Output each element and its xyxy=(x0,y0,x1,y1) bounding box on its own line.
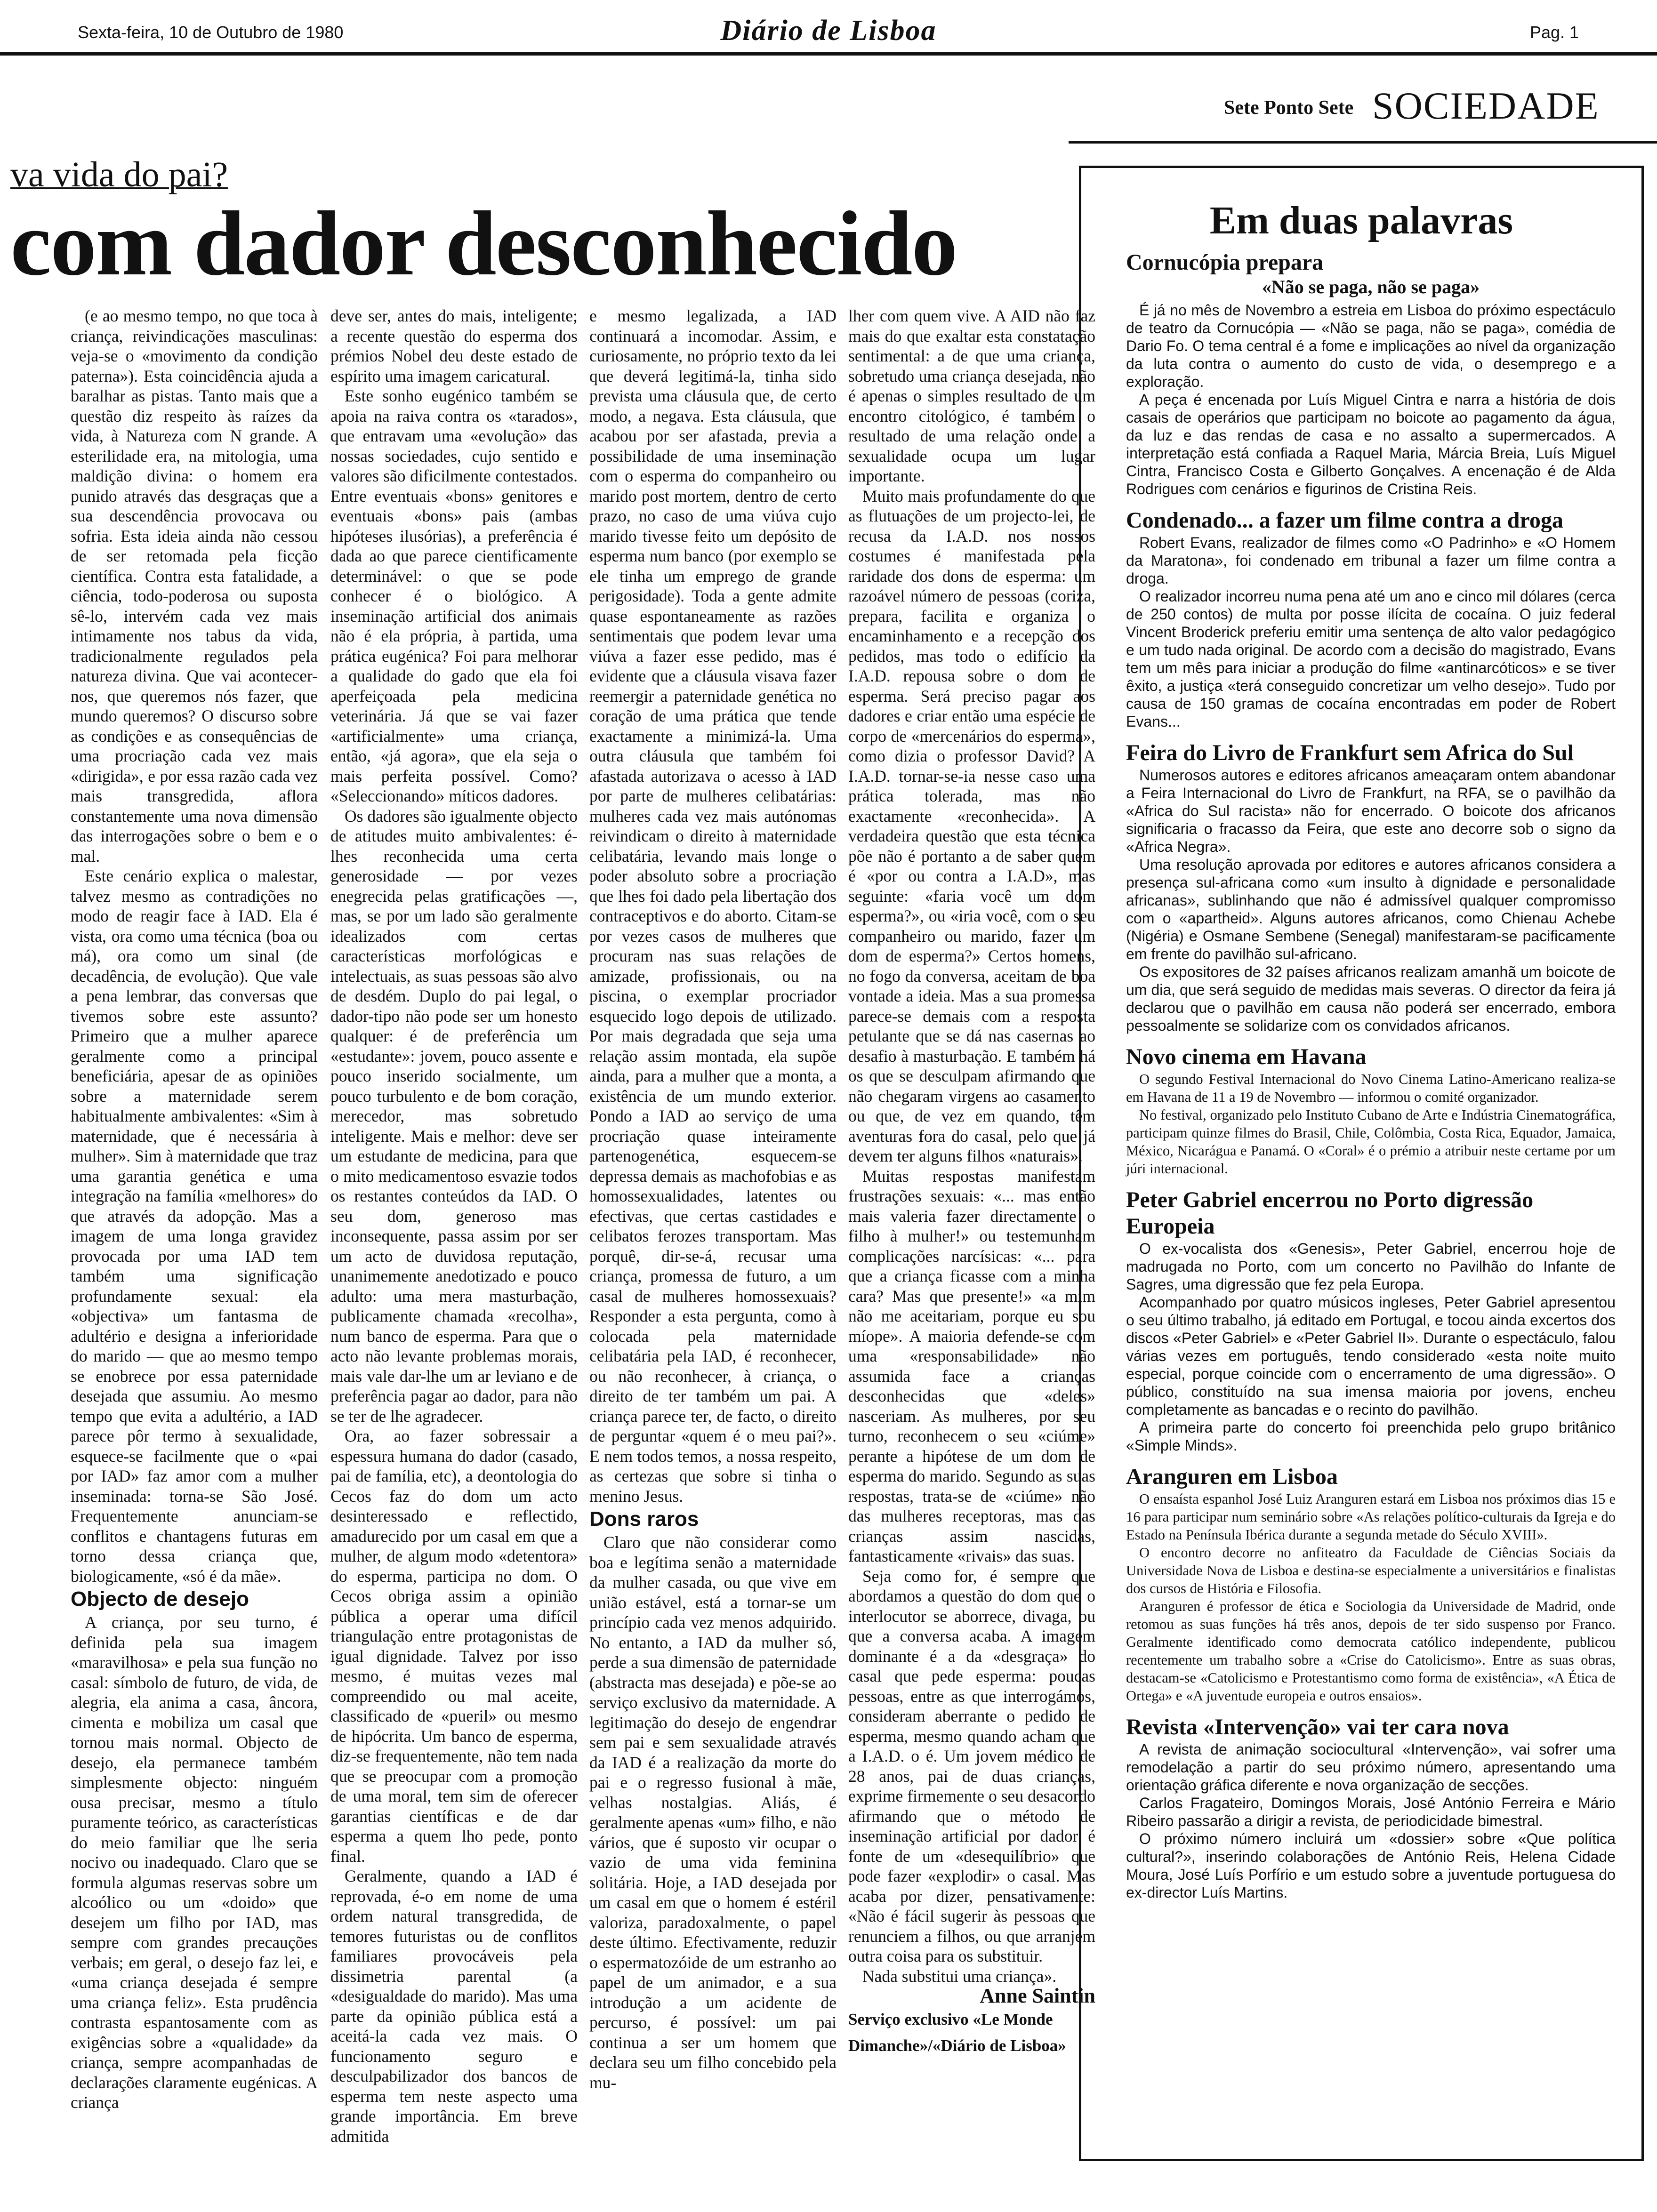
section-kicker: Sete Ponto Sete xyxy=(1224,97,1354,119)
brief-headline: Revista «Intervenção» vai ter cara nova xyxy=(1126,1715,1509,1739)
brief-paragraph: O ex-vocalista dos «Genesis», Peter Gabriel, encerrou hoje de madrugada no Porto, com um concerto no Pavilhão do Infante de Sagres, uma digressão que fez pela Europa. xyxy=(1126,1240,1616,1293)
brief-paragraph: Uma resolução aprovada por editores e autores africanos considera a presença sul-africana como «um insulto à dignidade e personalidade africanas», sublinhando que não é admissível qualquer compromisso com o «apartheid». Alguns autores africanos, como Chienau Achebe (Nigéria) e Osmane Sembene (Senegal) manifestaram-se pacificamente em frente do pavilhão sul-africano. xyxy=(1126,856,1616,962)
brief-paragraph: É já no mês de Novembro a estreia em Lisboa do próximo espectáculo de teatro da Cornucópia — «Não se paga, não se paga», comédia de Dario Fo. O tema central é a fome e implicações ao nível da organização da luta contra o aumento do custo de vida, o desemprego e a exploração. xyxy=(1126,302,1616,390)
news-brief xyxy=(1126,1464,1616,1705)
subheading: Dons raros xyxy=(589,1507,699,1531)
brief-paragraph: Acompanhado por quatro músicos ingleses, Peter Gabriel apresentou o seu último trabalho, já editado em Portugal, e tocou ainda excertos dos discos «Peter Gabriel» e «Peter Gabriel II». Durante o espectáculo, falou várias vezes em português, tendo considerado «esta noite muito especial, porque coincide com o encerramento de uma digressão». O público, constituído na sua imensa maioria por jovens, encheu completamente as bancadas e o recinto do pavilhão. xyxy=(1126,1294,1616,1418)
paragraph: deve ser, antes do mais, inteligente; a recente questão do esperma dos prémios Nobel deu deste estado de espírito uma imagem caricatural. xyxy=(330,306,578,385)
news-brief xyxy=(1126,507,1616,730)
brief-subheadline: «Não se paga, não se paga» xyxy=(1262,276,1480,297)
paragraph: lher com quem vive. A AID não faz mais do que exaltar esta constatação sentimental: a de que uma criança, sobretudo uma criança desejada, não é apenas o simples resultado de um encontro citológico, é também o resultado de uma relação onde a sexualidade ocupa um lugar importante. xyxy=(848,306,1095,485)
section-title: SOCIEDADE xyxy=(1372,84,1600,127)
article-column-2 xyxy=(330,306,578,2146)
brief-paragraph: O realizador incorreu numa pena até um ano e cinco mil dólares (cerca de 250 contos) de multa por posse ilícita de cocaína. O juiz federal Vincent Broderick preferiu emitir uma sentença de alto valor pedagógico e um tudo nada original. De acordo com a decisão do magistrado, Evans tem um mês para iniciar a produção do filme «antinarcóticos» e se tiver êxito, a justiça «terá conseguido concretizar um velho desejo». Tudo por causa de 150 gramas de cocaína encontradas em poder de Robert Evans... xyxy=(1126,588,1616,730)
credit-line: Serviço exclusivo «Le Monde Dimanche»/«Diário de Lisboa» xyxy=(848,2010,1066,2055)
brief-paragraph: Aranguren é professor de ética e Sociologia da Universidade de Madrid, onde retomou as suas funções há três anos, depois de ter sido suspenso por Franco. Geralmente identificado como democrata católico independente, publicou recentemente um trabalho sobre a «Crise do Catolicismo». Entre as suas obras, destacam-se «Catolicismo e Protestantismo como forma de existência», «A Ética de Ortega» e «A juventude europeia e outros ensaios». xyxy=(1126,1598,1616,1704)
section-rule xyxy=(1069,141,1657,144)
paragraph: Muito mais profundamente do que as flutuações de um projecto-lei, de recusa da I.A.D. nos nossos costumes é manifestada pela raridade dos dons de esperma: um razoável número de pessoas (coriza, prepara, facilita e organiza o encaminhamento e a recepção dos pedidos, mas todo o edifício da I.A.D. repousa sobre o dom de esperma. Será preciso pagar aos dadores e criar então uma espécie de corpo de «mercenários do esperma», como dizia o professor David? A I.A.D. tornar-se-ia nesse caso uma prática tolerada, mas não exactamente «reconhecida». A verdadeira questão que esta técnica põe não é portanto a de saber quem é «por ou contra a I.A.D», mas seguinte: «faria você um dom esperma?», ou «iria você, com o seu companheiro ou marido, fazer um dom de esperma?» Certos homens, no fogo da conversa, aceitam de boa vontade a ideia. Mas a sua promessa parece-se demais com a resposta petulante que se dá nas casernas ao desafio à masturbação. E também há os que se desculpam afirmando que não chegaram virgens ao casamento ou que, de vez em quando, têm aventuras fora do casal, pelo que já devem ter alguns filhos «naturais». xyxy=(848,486,1095,1165)
news-brief xyxy=(1126,740,1616,1034)
paragraph: Seja como for, é sempre que abordamos a questão do dom que o interlocutor se aborrece, divaga, ou que a conversa acaba. A imagem dominante é a da «desgraça» do casal que pede esperma: poucas pessoas, entre as que interrogámos, consideram aberrante o pedido de esperma, mesmo quando acham que a I.A.D. o é. Um jovem médico de 28 anos, pai de duas crianças, exprime firmemente o seu desacordo afirmando que o método de inseminação artificial por dador é fonte de um «desequilíbrio» que pode fazer «explodir» o casal. Mas acaba por dizer, pensativamente: «Não é fácil sugerir às pessoas que renunciem a filhos, ou que arranjem outra coisa para os substituir. xyxy=(848,1566,1095,1965)
brief-headline: Novo cinema em Havana xyxy=(1126,1044,1367,1069)
issue-date: Sexta-feira, 10 de Outubro de 1980 xyxy=(78,23,344,42)
paragraph: Este cenário explica o malestar, talvez mesmo as contradições no modo de reagir face à IAD. Ela é vista, ora como uma técnica (boa ou má), ora como um sinal (de decadência, de evolução). Que vale a pena lembrar, das conversas que tivemos sobre este assunto? Primeiro que a mulher aparece geralmente como a principal beneficiária, apesar de as opiniões sobre a maternidade serem habitualmente ambivalentes: «Sim à maternidade, que é necessária à mulher». Sim à maternidade que traz uma garantia genética e uma integração na família «melhores» do que através da adopção. Mas a imagem de uma longa gravidez provocada por uma IAD tem também uma significação profundamente sexual: ela «objectiva» um fantasma de adultério e designa a inferioridade do marido — que ao mesmo tempo se enobrece por essa paternidade desejada que assumiu. Ao mesmo tempo que evita a adultério, a IAD parece pôr termo à sexualidade, esquece-se facilmente que o «pai por IAD» faz amor com a mulher inseminada: torna-se São José. Frequentemente anunciam-se conflitos e chantagens futuras em torno dessa criança que, biologicamente, «só é da mãe». xyxy=(71,866,318,1586)
paragraph: A criança, por seu turno, é definida pela sua imagem «maravilhosa» e pela sua função no casal: símbolo de futuro, de vida, de alegria, ela anima a casa, âncora, cimenta e mobiliza um casal que tornou mais normal. Objecto de desejo, ela permanece também simplesmente objecto: ninguém ousa precisar, mesmo a título puramente teórico, as características do meio familiar que lhe seria nocivo ou inadequado. Claro que se formula algumas reservas sobre um alcoólico ou um «doido» que desejem um filho por IAD, mas sempre com grandes precauções verbais; em geral, o desejo faz lei, e «uma criança desejada é sempre uma criança feliz». Esta prudência contrasta espantosamente com as exigências sobre a «qualidade» da criança, sempre acompanhadas de declarações claramente eugénicas. A criança xyxy=(71,1613,318,2112)
page-number: Pag. 1 xyxy=(1530,23,1579,42)
brief-headline: Condenado... a fazer um filme contra a droga xyxy=(1126,508,1563,533)
article-headline: com dador desconhecido xyxy=(10,192,957,295)
news-brief xyxy=(1126,1187,1616,1454)
brief-paragraph: A revista de animação sociocultural «Intervenção», vai sofrer uma remodelação a partir do seu próximo número, apresentando uma orientação gráfica diferente e nova organização de secções. xyxy=(1126,1741,1616,1794)
brief-paragraph: O próximo número incluirá um «dossier» sobre «Que política cultural?», inserindo colaborações de António Reis, Helena Cidade Moura, José Luís Porfírio e um estudo sobre a juventude portuguesa do ex-director Luís Martins. xyxy=(1126,1830,1616,1901)
sidebar-briefs xyxy=(1126,249,1616,1911)
article-column-3 xyxy=(589,306,837,2092)
brief-headline: Aranguren em Lisboa xyxy=(1126,1464,1338,1489)
brief-paragraph: A primeira parte do concerto foi preenchida pelo grupo britânico «Simple Minds». xyxy=(1126,1419,1616,1454)
paragraph: Este sonho eugénico também se apoia na raiva contra os «tarados», que entravam uma «evolução» das nossas sociedades, cujo sentido e valores são dificilmente contestados. Entre eventuais «bons» genitores e eventuais «bons» pais (ambas hipóteses ilusórias), a preferência é dada ao que parece cientificamente determinável: o que se pode conhecer é o biológico. A inseminação artificial dos animais não é ela própria, à partida, uma prática eugénica? Foi para melhorar a qualidade do gado que ela foi aperfeiçoada pela medicina veterinária. Já que se vai fazer «artificialmente» uma criança, então, «já agora», que ela seja o mais perfeita possível. Como? «Seleccionando» míticos dadores. xyxy=(330,386,578,805)
news-brief xyxy=(1126,1714,1616,1901)
paragraph: Geralmente, quando a IAD é reprovada, é-o em nome de uma ordem natural transgredida, de temores futuristas ou de conflitos familiares provocáveis pela dissimetria parental (a «desigualdade do marido). Mas uma parte da opinião pública está a aceitá-la cada vez mais. O funcionamento seguro e desculpabilizador dos bancos de esperma tem neste aspecto uma grande importância. Em breve admitida xyxy=(330,1867,578,2146)
brief-headline: Peter Gabriel encerrou no Porto digressão Europeia xyxy=(1126,1187,1534,1239)
brief-paragraph: Carlos Fragateiro, Domingos Morais, José António Ferreira e Mário Ribeiro passarão a dirigir a revista, de periodicidade bimestral. xyxy=(1126,1795,1616,1829)
paragraph: Claro que não considerar como boa e legítima senão a maternidade da mulher casada, ou que vive em união estável, está a tornar-se um princípio cada vez menos adquirido. No entanto, a IAD da mulher só, perde a sua dimensão de paternidade (abstracta mas desejada) e põe-se ao serviço exclusivo da maternidade. A legitimação do desejo de engendrar sem pai e sem sexualidade através da IAD é a realização da morte do pai e o regresso fusional à mãe, velhas nostalgias. Aliás, é geralmente apenas «um» filho, e não vários, que é suposto vir ocupar o vazio de uma vida feminina solitária. Hoje, a IAD desejada por um casal em que o homem é estéril valoriza, paradoxalmente, o papel deste último. Efectivamente, reduzir o espermatozóide de um estranho ao papel de um animador, e a sua introdução a um acidente de percurso, é possível: um pai continua a ser um homem que declara seu um filho concebido pela mu- xyxy=(589,1533,837,2092)
brief-paragraph: O encontro decorre no anfiteatro da Faculdade de Ciências Sociais da Universidade Nova de Lisboa e destina-se especialmente a universitários e finalistas dos cursos de História e Filosofia. xyxy=(1126,1545,1616,1596)
paragraph: Nada substitui uma criança». xyxy=(862,1966,1057,1986)
paragraph: Os dadores são igualmente objecto de atitudes muito ambivalentes: é-lhes reconhecida uma certa generosidade — por vezes enegrecida pelas gratificações —, mas, se por um lado são geralmente idealizados com certas características morfológicas e intelectuais, as suas pessoas são alvo de desdém. Duplo do pai legal, o dador-tipo não pode ser um honesto qualquer: é de preferência um «estudante»: jovem, pouco assente e pouco inserido socialmente, um pouco turbulento e de bom coração, merecedor, mas sobretudo inteligente. Mais e melhor: deve ser um estudante de medicina, para que o mito medicamentoso esvazie todos os restantes conteúdos da IAD. O seu dom, generoso mas inconsequente, passa assim por ser um acto de duvidosa reputação, unanimemente anedotizado e pouco adulto: uma mera masturbação, publicamente chamada «recolha», num banco de esperma. Para que o acto não levante problemas morais, mais vale dar-lhe um ar leviano e de preferência pagar ao dador, para não se ter de lhe agradecer. xyxy=(330,806,578,1426)
byline: Anne Saintin xyxy=(980,1984,1095,2007)
brief-headline: Cornucópia prepara xyxy=(1126,250,1324,275)
brief-paragraph: No festival, organizado pelo Instituto Cubano de Arte e Indústria Cinematográfica, participam quinze filmes do Brasil, Chile, Colômbia, Costa Rica, Equador, Jamaica, México, Nicarágua e Panamá. O «Coral» é o prémio a atribuir neste certame por um júri internacional. xyxy=(1126,1107,1616,1177)
news-brief xyxy=(1126,1044,1616,1178)
article-column-1 xyxy=(71,306,318,2113)
masthead: Diário de Lisboa xyxy=(720,15,937,47)
subheading: Objecto de desejo xyxy=(71,1587,249,1611)
brief-headline: Feira do Livro de Frankfurt sem Africa do Sul xyxy=(1126,740,1574,765)
paragraph: (e ao mesmo tempo, no que toca à criança, reivindicações masculinas: veja-se o «movimento da condição paterna»). Esta coincidência ajuda a baralhar as pistas. Tanto mais que a questão diz respeito às raízes da vida, à Natureza com N grande. A esterilidade era, na mitologia, uma maldição divina: o homem era punido através das desgraças que a sua descendência provocava ou sofria. Esta ideia ainda não cessou de ser retomada pela ficção científica. Contra esta fatalidade, a ciência, todo-poderosa ou suposta sê-lo, intervém cada vez mais intimamente nos tabus da vida, tradicionalmente regulados pela natureza divina. Que vai acontecer-nos, que queremos nós fazer, que mundo queremos? O discurso sobre as condições e as consequências de uma procriação cada vez mais «dirigida», e por essa razão cada vez mais transgredida, aflora constantemente uma nova dimensão das interrogações sobre o bem e o mal. xyxy=(71,306,318,866)
article-kicker: va vida do pai? xyxy=(10,155,228,194)
paragraph: Ora, ao fazer sobressair a espessura humana do dador (casado, pai de família, etc), a deontologia do Cecos faz do dom um acto desinteressado e reflectido, amadurecido por um casal em que a mulher, de algum modo «detentora» do esperma, participa no dom. O Cecos obriga assim a opinião pública a operar uma difícil triangulação entre protagonistas de igual dignidade. Talvez por isso mesmo, é muitas vezes mal compreendido ou mal aceite, classificado de «pueril» ou mesmo de hipócrita. Um banco de esperma, diz-se frequentemente, não tem nada que se preocupar com a promoção de uma moral, tem sim de oferecer garantias científicas e de dar esperma a quem lho pede, ponto final. xyxy=(330,1427,578,1866)
brief-paragraph: O segundo Festival Internacional do Novo Cinema Latino-Americano realiza-se em Havana de 11 a 19 de Novembro — informou o comité organizador. xyxy=(1126,1071,1616,1105)
brief-paragraph: Robert Evans, realizador de filmes como «O Padrinho» e «O Homem da Maratona», foi condenado em tribunal a fazer um filme contra a droga. xyxy=(1126,534,1616,587)
brief-paragraph: O ensaísta espanhol José Luiz Aranguren estará em Lisboa nos próximos dias 15 e 16 para participar num seminário sobre «As relações político-culturais da Igreja e do Estado na Península Ibérica durante a segunda metade do Século XVIII». xyxy=(1126,1491,1616,1543)
paragraph: Muitas respostas manifestam frustrações sexuais: «... mas então mais valeria fazer directamente o filho à mulher!» ou testemunham complicações narcísicas: «... para que a criança ficasse com a minha cara? Mas que presente!» «a mim não me aceitariam, porque eu sou míope». A maioria defende-se com uma «responsabilidade» não assumida face a crianças desconhecidas que «deles» nasceriam. As mulheres, por seu turno, reconhecem o seu «ciúme» perante a hipótese de um dom de esperma do marido. Segundo as suas respostas, trata-se de «ciúme» não das mulheres receptoras, mas das crianças assim nascidas, fantasticamente «rivais» das suas. xyxy=(848,1166,1095,1565)
brief-paragraph: Numerosos autores e editores africanos ameaçaram ontem abandonar a Feira Internacional do Livro de Frankfurt, na RFA, se o pavilhão da «Africa do Sul racista» não for encerrado. O boicote dos africanos significaria o fracasso da Feira, que este ano decorre sob o signo da «Africa Negra». xyxy=(1126,767,1616,855)
header-rule xyxy=(0,52,1657,56)
brief-paragraph: A peça é encenada por Luís Miguel Cintra e narra a história de dois casais de operários que participam no boicote ao pagamento da água, da luz e das rendas de casa e no assalto a supermercados. A interpretação está confiada a Raquel Maria, Márcia Breia, Luís Miguel Cintra, Francisco Costa e Gilberto Gonçalves. A encenação é de Alda Rodrigues com cenários e figurinos de Cristina Reis. xyxy=(1126,391,1616,497)
brief-paragraph: Os expositores de 32 países africanos realizam amanhã um boicote de um dia, que será seguido de medidas mais severas. O director da feira já declarou que o pavilhão em causa não poderá ser encerrado, embora pessoalmente se solidarize com os convidados africanos. xyxy=(1126,963,1616,1034)
news-brief xyxy=(1126,249,1616,498)
sidebar-title: Em duas palavras xyxy=(1209,199,1513,242)
article-column-4 xyxy=(848,306,1095,2059)
paragraph: e mesmo legalizada, a IAD continuará a incomodar. Assim, e curiosamente, no próprio texto da lei que deverá legitimá-la, tinha sido prevista uma cláusula que, de certo modo, a negava. Esta cláusula, que acabou por ser afastada, previa a possibilidade de uma inseminação com o esperma do companheiro ou marido post mortem, dentro de certo prazo, no caso de uma viúva cujo marido tivesse feito um depósito de esperma num banco (por exemplo se ele tinha um emprego de grande perigosidade). Toda a gente admite quase espontaneamente as razões sentimentais que podem levar uma viúva a fazer esse pedido, mas é evidente que a cláusula visava fazer reemergir a paternidade genética no coração de uma prática que tende exactamente a minimizá-la. Uma outra cláusula que também foi afastada autorizava o acesso à IAD por parte de mulheres celibatárias: mulheres cada vez mais autónomas reivindicam o direito à maternidade celibatária, levando mais longe o poder absoluto sobre a procriação que lhes foi dado pela libertação dos contraceptivos e do aborto. Citam-se por vezes casos de mulheres que procuram nas suas relações de amizade, profissionais, ou na piscina, o exemplar procriador esquecido logo depois de utilizado. Por mais degradada que seja uma relação assim montada, ela supõe ainda, para a mulher que a monta, a existência de um mundo exterior. Pondo a IAD ao serviço de uma procriação quase inteiramente partenogenética, esquecem-se depressa demais as machofobias e as homossexualidades, latentes ou efectivas, que certas castidades e celibatos ferozes transportam. Mas porquê, dir-se-á, recusar uma criança, promessa de futuro, a um casal de mulheres homossexuais? Responder a esta pergunta, como à colocada pela maternidade celibatária pela IAD, é reconhecer, ou não reconhecer, à criança, o direito de ter também um pai. A criança parece ter, de facto, o direito de perguntar «quem é o meu pai?». E nem todos temos, a nossa respeito, as certezas que sobre si tinha o menino Jesus. xyxy=(589,306,837,1506)
